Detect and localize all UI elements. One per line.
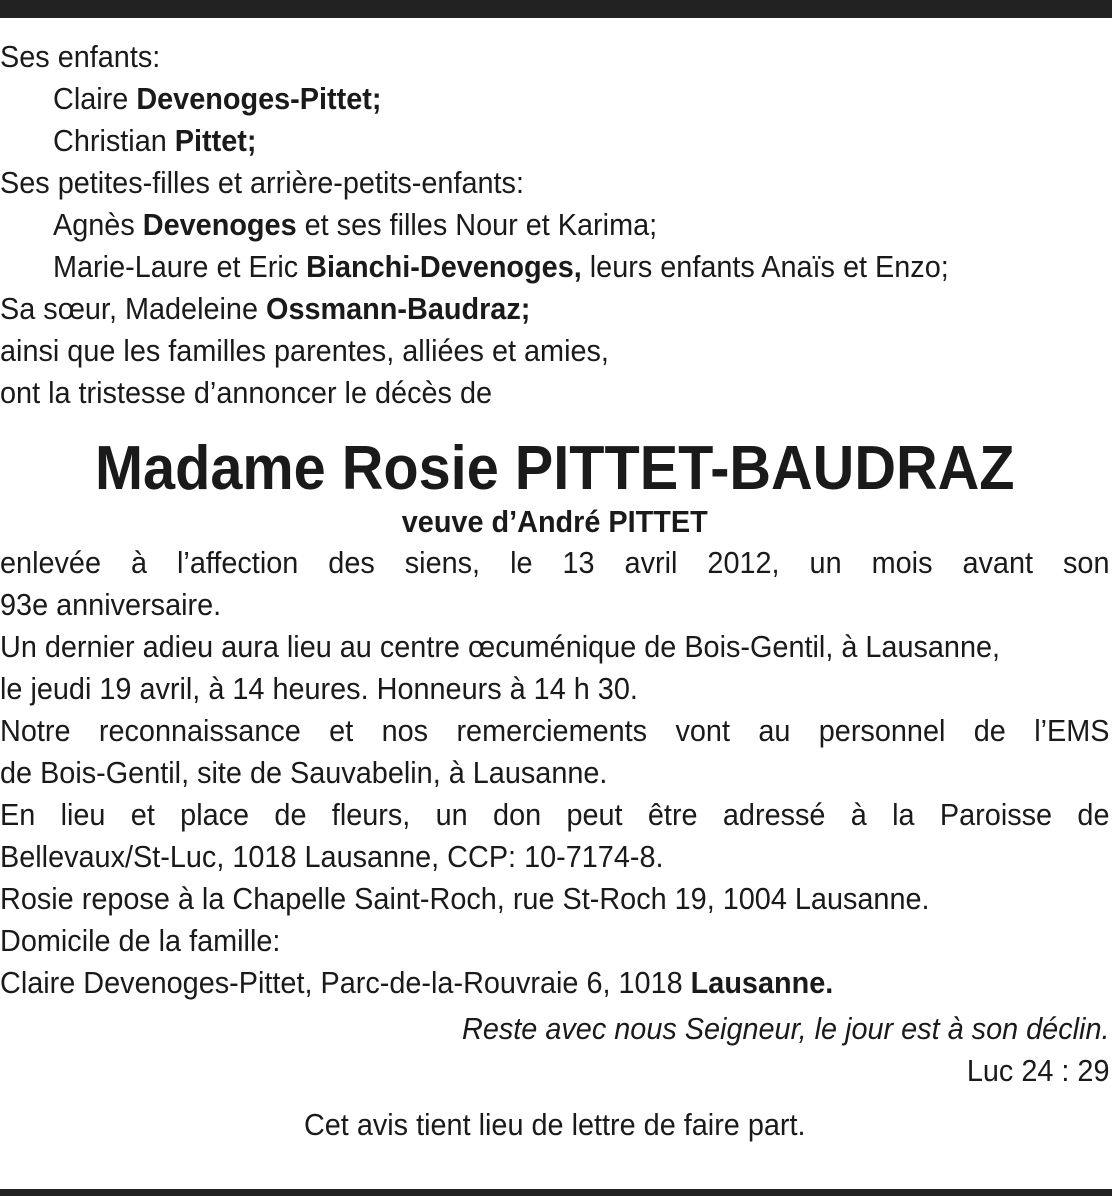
- domicile-city: Lausanne.: [690, 965, 834, 1000]
- farewell-line-2: le jeudi 19 avril, à 14 heures. Honneurs à 14 h 30.: [0, 671, 638, 706]
- grandchild-2-last-name: Bianchi-Devenoges,: [306, 249, 582, 284]
- child-1-first-name: Claire: [53, 81, 129, 116]
- grandchild-line-1: [0, 204, 1109, 246]
- sister-prefix: Sa sœur, Madeleine: [0, 291, 259, 326]
- donation-line-1: En lieu et place de fleurs, un don peut être adressé à la Paroisse de: [0, 797, 1110, 832]
- child-line-1: [0, 78, 1109, 120]
- child-1-last-name: Devenoges-Pittet;: [136, 81, 382, 116]
- grandchild-1-first-name: Agnès: [53, 207, 135, 242]
- families-line: ainsi que les familles parentes, alliées et amies,: [0, 333, 609, 368]
- grandchild-line-2: [0, 246, 1109, 288]
- passing-line-2: 93e anniversaire.: [0, 587, 222, 622]
- announce-line: ont la tristesse d’annoncer le décès de: [0, 375, 493, 410]
- top-rule: [0, 0, 1112, 18]
- child-2-first-name: Christian: [53, 123, 167, 158]
- closing-note: Cet avis tient lieu de lettre de faire part.: [303, 1107, 806, 1142]
- deceased-subtitle: veuve d’André PITTET: [401, 504, 708, 539]
- chapel-line: Rosie repose à la Chapelle Saint-Roch, rue St-Roch 19, 1004 Lausanne.: [0, 881, 930, 916]
- farewell-line-1: Un dernier adieu aura lieu au centre œcuménique de Bois-Gentil, à Lausanne,: [0, 629, 1001, 664]
- grandchildren-label: Ses petites-filles et arrière-petits-enfants:: [0, 165, 524, 200]
- grandchild-2-rest: leurs enfants Anaïs et Enzo;: [589, 249, 949, 284]
- sister-line: [0, 288, 1109, 330]
- domicile-address: Claire Devenoges-Pittet, Parc-de-la-Rouvraie 6, 1018: [0, 965, 683, 1000]
- passing-line-1: enlevée à l’affection des siens, le 13 avril 2012, un mois avant son: [0, 545, 1110, 580]
- thanks-line-2: de Bois-Gentil, site de Sauvabelin, à Lausanne.: [0, 755, 608, 790]
- sister-last-name: Ossmann-Baudraz;: [266, 291, 531, 326]
- bottom-rule: [0, 1189, 1112, 1196]
- verse-reference: Luc 24 : 29: [966, 1053, 1110, 1088]
- grandchild-1-last-name: Devenoges: [142, 207, 297, 242]
- grandchild-2-first-names: Marie-Laure et Eric: [53, 249, 299, 284]
- domicile-address-line: [0, 962, 1109, 1004]
- children-label: Ses enfants:: [0, 39, 161, 74]
- child-2-last-name: Pittet;: [174, 123, 257, 158]
- deceased-name: Madame Rosie PITTET-BAUDRAZ: [95, 434, 1015, 503]
- grandchild-1-rest: et ses filles Nour et Karima;: [304, 207, 658, 242]
- domicile-label: Domicile de la famille:: [0, 923, 281, 958]
- thanks-line-1: Notre reconnaissance et nos remerciements vont au personnel de l’EMS: [0, 713, 1110, 748]
- notice-text: [0, 36, 1109, 1146]
- bible-verse: Reste avec nous Seigneur, le jour est à son déclin.: [462, 1011, 1110, 1046]
- donation-line-2: Bellevaux/St-Luc, 1018 Lausanne, CCP: 10-7174-8.: [0, 839, 664, 874]
- child-line-2: [0, 120, 1109, 162]
